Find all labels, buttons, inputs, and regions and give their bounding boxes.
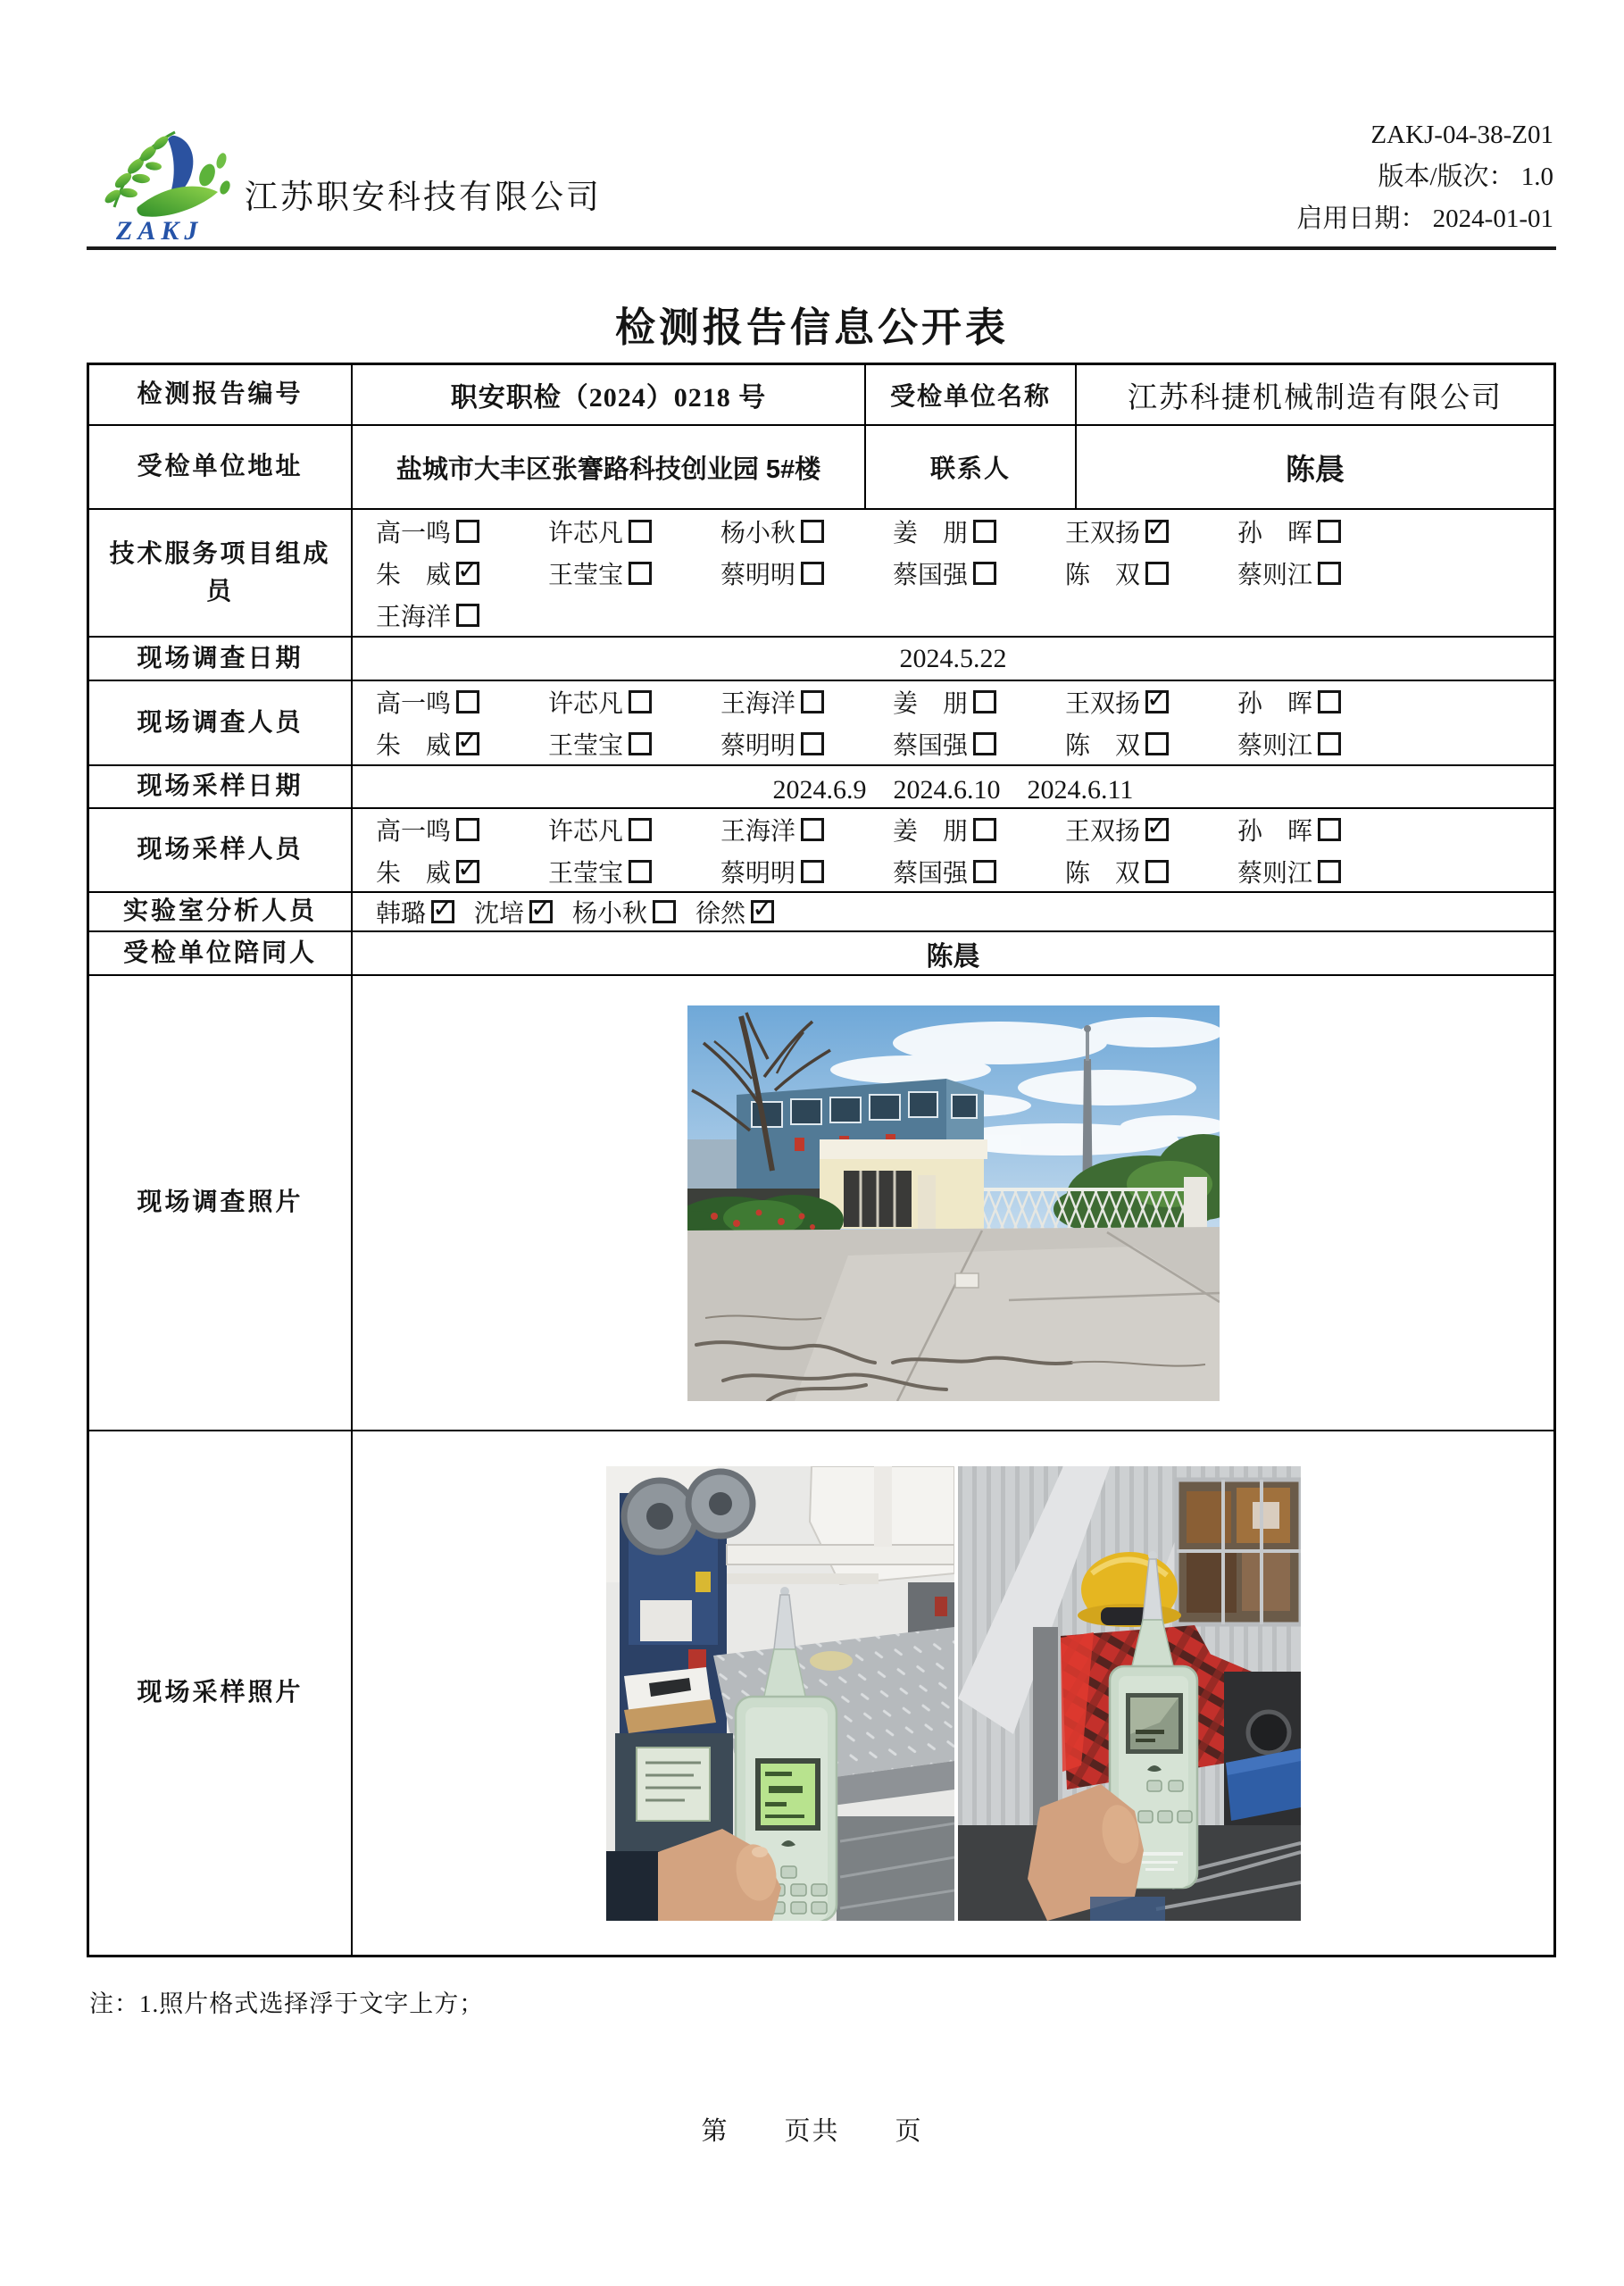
team-member — [893, 510, 1065, 552]
checkbox-icon[interactable] — [751, 900, 774, 923]
company-name: 江苏职安科技有限公司 — [245, 179, 602, 216]
unit-address-label: 受检单位地址 — [89, 426, 353, 508]
team-member — [548, 552, 720, 594]
team-member — [376, 723, 548, 765]
report-no-label: 检测报告编号 — [89, 365, 353, 424]
checkbox-icon[interactable] — [1318, 860, 1341, 883]
table-row-tech-team — [89, 510, 1553, 638]
member-name: 陈 双 — [1065, 859, 1141, 888]
survey-team-label: 现场调查人员 — [89, 681, 353, 764]
member-name: 蔡则江 — [1237, 859, 1313, 888]
contact-value: 陈晨 — [1286, 452, 1345, 486]
contact-label: 联系人 — [866, 426, 1077, 508]
member-name: 朱 威 — [376, 859, 452, 888]
member-name: 姜 朋 — [893, 690, 969, 718]
team-member — [695, 894, 774, 930]
checkbox-icon[interactable] — [629, 690, 652, 713]
member-name: 高一鸣 — [376, 690, 452, 718]
table-row-survey-photo — [89, 976, 1553, 1431]
member-name: 王海洋 — [720, 817, 796, 846]
member-name: 高一鸣 — [376, 519, 452, 547]
member-name: 蔡则江 — [1237, 561, 1313, 589]
team-member — [572, 894, 676, 930]
company-logo — [89, 121, 239, 245]
team-member — [1237, 808, 1410, 850]
team-member — [548, 510, 720, 552]
team-member — [1237, 850, 1410, 892]
member-name: 王莹宝 — [548, 859, 624, 888]
team-member — [376, 681, 548, 723]
team-member — [1065, 681, 1237, 723]
table-row-survey-team — [89, 681, 1553, 766]
checkbox-icon[interactable] — [801, 562, 824, 585]
checkbox-icon[interactable] — [1145, 860, 1169, 883]
doc-code: ZAKJ-04-38-Z01 — [1370, 121, 1553, 149]
sampling-team-label: 现场采样人员 — [89, 809, 353, 891]
table-row-sampling-photo — [89, 1431, 1553, 1955]
checkbox-icon[interactable] — [1318, 520, 1341, 543]
team-member — [1237, 723, 1410, 765]
footnote: 注：1.照片格式选择浮于文字上方； — [89, 1990, 485, 2017]
team-member — [720, 552, 893, 594]
checkbox-icon[interactable] — [801, 818, 824, 841]
page-number-footer: 第 页共 页 — [701, 2117, 923, 2146]
team-member — [376, 850, 548, 892]
checkbox-icon[interactable] — [456, 604, 479, 627]
team-member — [893, 552, 1065, 594]
checkbox-icon[interactable] — [1318, 732, 1341, 755]
team-member — [720, 808, 893, 850]
checkbox-icon[interactable] — [973, 860, 996, 883]
member-name: 蔡明明 — [720, 859, 796, 888]
sampling-photo-cell — [353, 1431, 1553, 1955]
checkbox-icon[interactable] — [629, 860, 652, 883]
team-member — [376, 808, 548, 850]
member-name: 王双扬 — [1065, 519, 1141, 547]
member-name: 杨小秋 — [720, 519, 796, 547]
checkbox-icon[interactable] — [973, 818, 996, 841]
checkbox-icon[interactable] — [973, 732, 996, 755]
checkbox-icon[interactable] — [529, 900, 553, 923]
member-name: 王海洋 — [376, 603, 452, 631]
team-member — [1065, 510, 1237, 552]
team-member — [474, 894, 553, 930]
checkbox-icon[interactable] — [1145, 690, 1169, 713]
team-member — [1237, 510, 1410, 552]
team-member — [720, 681, 893, 723]
checkbox-icon[interactable] — [456, 818, 479, 841]
table-row-sampling-date — [89, 766, 1553, 809]
sampling-date-value: 2024.6.9 2024.6.10 2024.6.11 — [772, 775, 1134, 805]
noise-meter-worker-photo — [958, 1466, 1301, 1921]
team-member — [1065, 552, 1237, 594]
checkbox-icon[interactable] — [973, 562, 996, 585]
factory-entrance-photo — [687, 1005, 1220, 1401]
checkbox-icon[interactable] — [456, 562, 479, 585]
member-name: 朱 威 — [376, 561, 452, 589]
checkbox-icon[interactable] — [629, 520, 652, 543]
noise-meter-machine-photo — [606, 1466, 954, 1921]
sampling-team-members — [353, 809, 1553, 891]
escort-label: 受检单位陪同人 — [89, 932, 353, 974]
checkbox-icon[interactable] — [1318, 562, 1341, 585]
unit-address-value: 盐城市大丰区张謇路科技创业园 5#楼 — [353, 426, 866, 508]
tech-team-label: 技术服务项目组成员 — [89, 510, 353, 636]
checkbox-icon[interactable] — [801, 520, 824, 543]
checkbox-icon[interactable] — [1145, 520, 1169, 543]
member-name: 蔡国强 — [893, 859, 969, 888]
member-name: 陈 双 — [1065, 732, 1141, 760]
team-member — [1237, 552, 1410, 594]
unit-name-label: 受检单位名称 — [866, 365, 1077, 424]
member-name: 王双扬 — [1065, 690, 1141, 718]
member-name: 蔡明明 — [720, 561, 796, 589]
checkbox-icon[interactable] — [1318, 818, 1341, 841]
member-name: 姜 朋 — [893, 817, 969, 846]
checkbox-icon[interactable] — [1318, 690, 1341, 713]
checkbox-icon[interactable] — [629, 732, 652, 755]
checkbox-icon[interactable] — [973, 690, 996, 713]
member-name: 朱 威 — [376, 732, 452, 760]
member-name: 姜 朋 — [893, 519, 969, 547]
checkbox-icon[interactable] — [629, 562, 652, 585]
checkbox-icon[interactable] — [1145, 732, 1169, 755]
team-member — [720, 850, 893, 892]
member-name: 孙 晖 — [1237, 690, 1313, 718]
table-row-lab-team — [89, 893, 1553, 932]
team-member — [893, 723, 1065, 765]
member-name: 陈 双 — [1065, 561, 1141, 589]
unit-name-value: 江苏科捷机械制造有限公司 — [1128, 381, 1503, 414]
member-name: 许芯凡 — [548, 690, 624, 718]
team-member — [548, 808, 720, 850]
sampling-date-label: 现场采样日期 — [89, 766, 353, 807]
team-member — [376, 510, 548, 552]
team-member — [893, 681, 1065, 723]
member-name: 王莹宝 — [548, 732, 624, 760]
logo-green-swoosh-icon — [137, 187, 218, 217]
member-name: 蔡明明 — [720, 732, 796, 760]
checkbox-icon[interactable] — [801, 732, 824, 755]
doc-version: 版本/版次： 1.0 — [1378, 163, 1553, 191]
member-name: 孙 晖 — [1237, 519, 1313, 547]
checkbox-icon[interactable] — [629, 818, 652, 841]
tech-team-members — [353, 510, 1553, 636]
survey-photo-label: 现场调查照片 — [89, 976, 353, 1430]
sampling-photo-label: 现场采样照片 — [89, 1431, 353, 1955]
member-name: 许芯凡 — [548, 519, 624, 547]
member-name: 韩璐 — [376, 900, 427, 928]
checkbox-icon[interactable] — [456, 860, 479, 883]
checkbox-icon[interactable] — [801, 690, 824, 713]
team-member — [548, 681, 720, 723]
checkbox-icon[interactable] — [1145, 818, 1169, 841]
logo-text: ZAKJ — [116, 216, 204, 245]
member-name: 王双扬 — [1065, 817, 1141, 846]
team-member — [1065, 723, 1237, 765]
info-table — [87, 363, 1556, 1957]
checkbox-icon[interactable] — [456, 520, 479, 543]
member-name: 沈培 — [474, 900, 525, 928]
team-member — [548, 723, 720, 765]
checkbox-icon[interactable] — [456, 690, 479, 713]
member-name: 杨小秋 — [572, 900, 648, 928]
team-member — [376, 594, 548, 636]
lab-team-members — [353, 893, 1553, 930]
team-member — [893, 850, 1065, 892]
member-name: 王莹宝 — [548, 561, 624, 589]
survey-date-value: 2024.5.22 — [899, 643, 1007, 673]
table-row-escort — [89, 932, 1553, 976]
escort-value: 陈晨 — [926, 941, 980, 972]
team-member — [376, 894, 454, 930]
doc-effective-date: 启用日期： 2024-01-01 — [1296, 204, 1553, 233]
member-name: 高一鸣 — [376, 817, 452, 846]
survey-date-label: 现场调查日期 — [89, 638, 353, 680]
survey-photo-cell — [353, 976, 1553, 1430]
member-name: 蔡则江 — [1237, 732, 1313, 760]
team-member — [1065, 850, 1237, 892]
member-name: 蔡国强 — [893, 561, 969, 589]
member-name: 王海洋 — [720, 690, 796, 718]
member-name: 许芯凡 — [548, 817, 624, 846]
report-no-value: 职安职检（2024）0218 号 — [353, 365, 866, 424]
member-name: 徐然 — [695, 900, 746, 928]
table-row-address — [89, 426, 1553, 510]
team-member — [376, 552, 548, 594]
team-member — [1065, 808, 1237, 850]
lab-team-label: 实验室分析人员 — [89, 893, 353, 930]
checkbox-icon[interactable] — [1145, 562, 1169, 585]
checkbox-icon[interactable] — [456, 732, 479, 755]
header-divider — [87, 246, 1556, 250]
team-member — [893, 808, 1065, 850]
survey-team-members — [353, 681, 1553, 764]
checkbox-icon[interactable] — [801, 860, 824, 883]
team-member — [548, 850, 720, 892]
doc-info — [1296, 114, 1553, 240]
table-row-survey-date — [89, 638, 1553, 681]
checkbox-icon[interactable] — [431, 900, 454, 923]
member-name: 孙 晖 — [1237, 817, 1313, 846]
team-member — [1237, 681, 1410, 723]
team-member — [720, 723, 893, 765]
checkbox-icon[interactable] — [973, 520, 996, 543]
member-name: 蔡国强 — [893, 732, 969, 760]
table-row-sampling-team — [89, 809, 1553, 893]
checkbox-icon[interactable] — [653, 900, 676, 923]
team-member — [720, 510, 893, 552]
table-row-report-no — [89, 365, 1553, 426]
page-title: 检测报告信息公开表 — [614, 305, 1009, 350]
